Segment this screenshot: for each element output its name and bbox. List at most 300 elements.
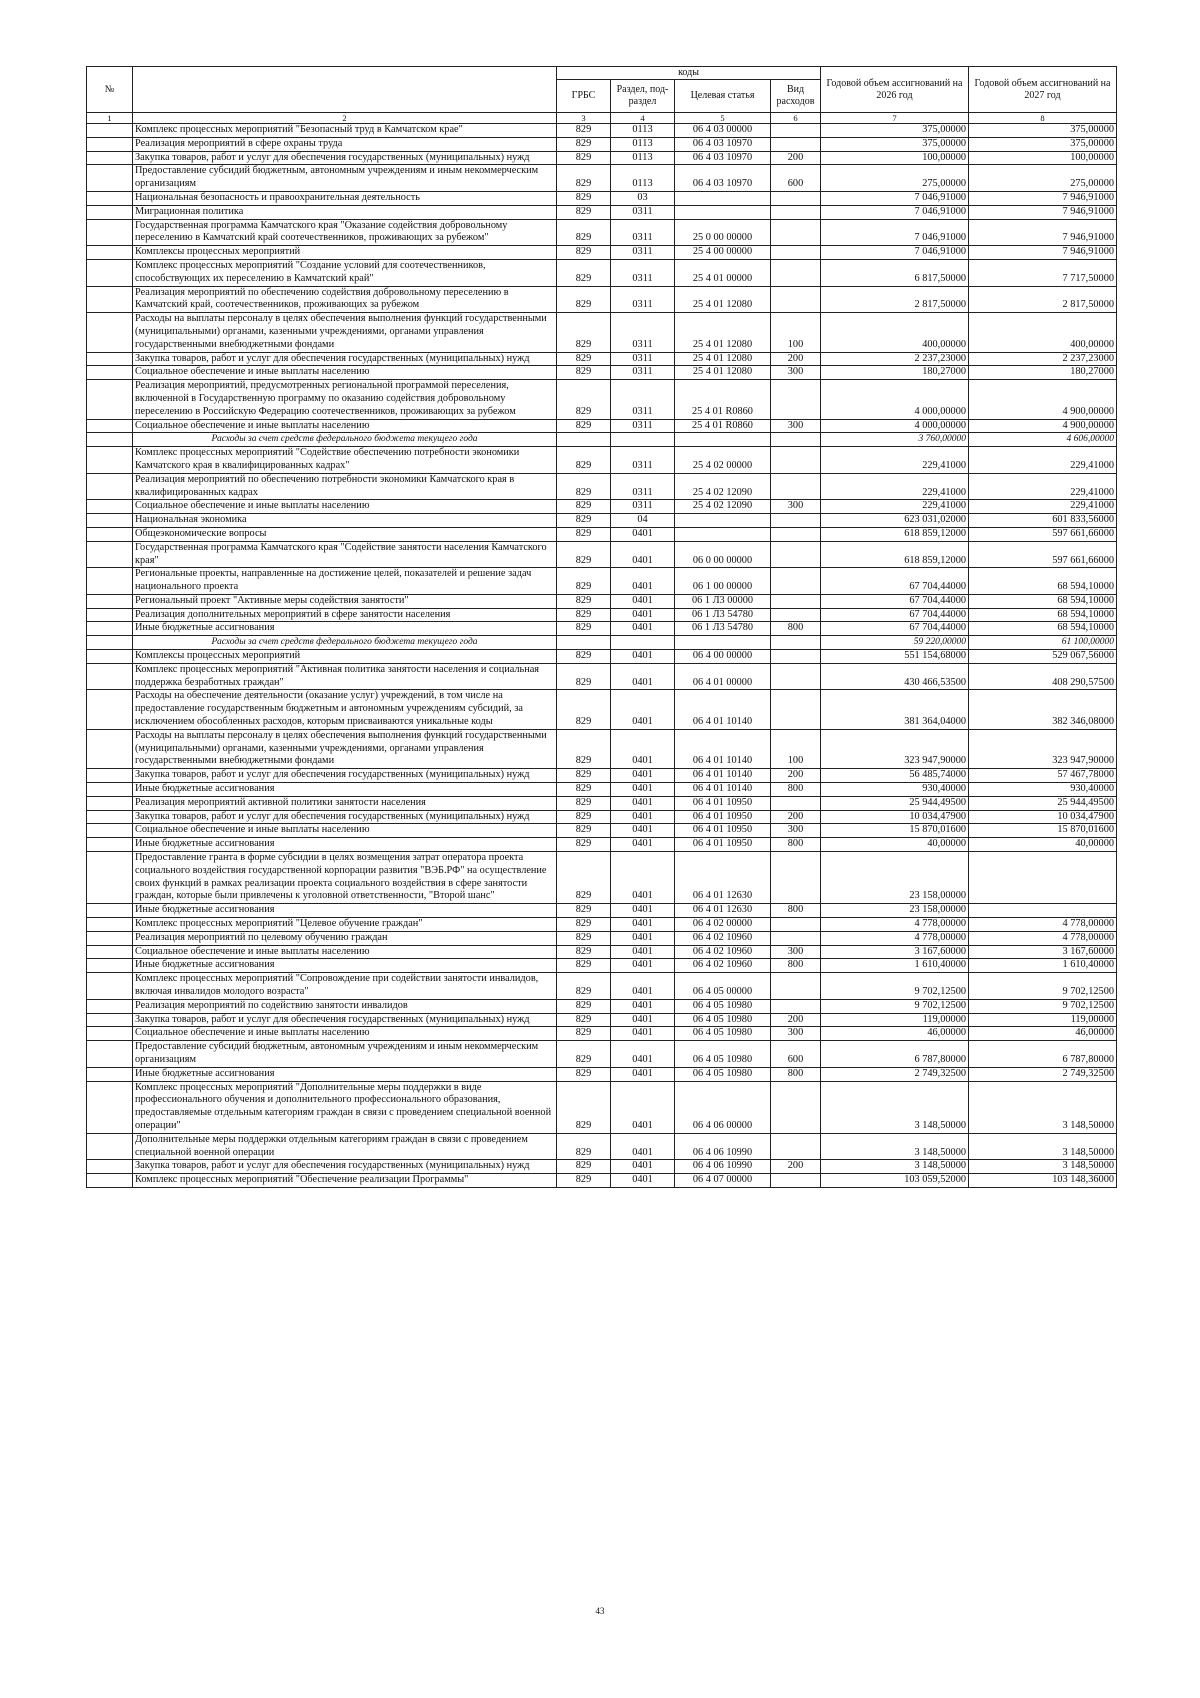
row-name: Региональный проект "Активные меры содействия занятости"	[133, 594, 557, 608]
amount-2026: 400,00000	[821, 313, 969, 352]
target-article-code: 25 4 02 12090	[675, 473, 771, 500]
header-grbs: ГРБС	[557, 80, 611, 113]
no-cell	[87, 783, 133, 797]
grbs-code: 829	[557, 852, 611, 904]
row-name: Закупка товаров, работ и услуг для обеспечения государственных (муниципальных) нужд	[133, 1013, 557, 1027]
colnum-8: 8	[969, 113, 1117, 124]
expense-type-code	[771, 527, 821, 541]
no-cell	[87, 663, 133, 690]
target-article-code: 06 4 05 10980	[675, 1067, 771, 1081]
expense-type-code: 300	[771, 419, 821, 433]
section-code: 0401	[611, 1067, 675, 1081]
table-row	[87, 1174, 1117, 1188]
table-row	[87, 165, 1117, 192]
section-code: 0113	[611, 124, 675, 138]
target-article-code: 06 4 01 10140	[675, 729, 771, 768]
expense-type-code	[771, 690, 821, 729]
section-code: 0401	[611, 1133, 675, 1160]
target-article-code: 06 4 05 10980	[675, 1013, 771, 1027]
amount-2027: 40,00000	[969, 838, 1117, 852]
table-row	[87, 352, 1117, 366]
section-code: 0311	[611, 447, 675, 474]
table-row	[87, 663, 1117, 690]
amount-2026: 4 000,00000	[821, 419, 969, 433]
row-name: Государственная программа Камчатского края "Оказание содействия добровольному переселению в Камчатский край соотечественников, проживающих за рубежом"	[133, 219, 557, 246]
amount-2027: 529 067,56000	[969, 650, 1117, 664]
no-cell	[87, 999, 133, 1013]
section-code: 0401	[611, 663, 675, 690]
grbs-code: 829	[557, 259, 611, 286]
table-row	[87, 931, 1117, 945]
grbs-code: 829	[557, 527, 611, 541]
row-name: Социальное обеспечение и иные выплаты населению	[133, 1027, 557, 1041]
amount-2026: 7 046,91000	[821, 191, 969, 205]
grbs-code: 829	[557, 973, 611, 1000]
amount-2026: 9 702,12500	[821, 999, 969, 1013]
target-article-code	[675, 636, 771, 650]
target-article-code: 06 1 00 00000	[675, 568, 771, 595]
amount-2026: 3 148,50000	[821, 1133, 969, 1160]
no-cell	[87, 838, 133, 852]
table-row	[87, 473, 1117, 500]
table-row	[87, 313, 1117, 352]
expense-type-code: 800	[771, 959, 821, 973]
table-row	[87, 999, 1117, 1013]
header-volume-2026: Годовой объем ассигнований на 2026 год	[821, 67, 969, 113]
no-cell	[87, 191, 133, 205]
amount-2026: 323 947,90000	[821, 729, 969, 768]
table-row	[87, 852, 1117, 904]
table-row	[87, 945, 1117, 959]
expense-type-code: 300	[771, 945, 821, 959]
amount-2027: 408 290,57500	[969, 663, 1117, 690]
amount-2027: 229,41000	[969, 447, 1117, 474]
amount-2027: 4 606,00000	[969, 433, 1117, 447]
amount-2027: 9 702,12500	[969, 999, 1117, 1013]
amount-2027: 68 594,10000	[969, 622, 1117, 636]
expense-type-code: 300	[771, 824, 821, 838]
row-name: Комплексы процессных мероприятий	[133, 246, 557, 260]
row-name: Социальное обеспечение и иные выплаты населению	[133, 366, 557, 380]
section-code: 0311	[611, 500, 675, 514]
amount-2027: 323 947,90000	[969, 729, 1117, 768]
section-code: 0311	[611, 313, 675, 352]
no-cell	[87, 622, 133, 636]
target-article-code: 06 4 01 10950	[675, 824, 771, 838]
section-code: 0311	[611, 205, 675, 219]
amount-2027: 57 467,78000	[969, 769, 1117, 783]
amount-2026: 23 158,00000	[821, 904, 969, 918]
row-name: Закупка товаров, работ и услуг для обеспечения государственных (муниципальных) нужд	[133, 352, 557, 366]
no-cell	[87, 447, 133, 474]
no-cell	[87, 796, 133, 810]
section-code: 0311	[611, 246, 675, 260]
target-article-code: 06 4 06 00000	[675, 1081, 771, 1133]
colnum-1: 1	[87, 113, 133, 124]
target-article-code: 06 4 03 10970	[675, 137, 771, 151]
amount-2027: 119,00000	[969, 1013, 1117, 1027]
colnum-3: 3	[557, 113, 611, 124]
grbs-code: 829	[557, 219, 611, 246]
target-article-code: 06 4 01 10140	[675, 769, 771, 783]
table-row	[87, 650, 1117, 664]
section-code: 0401	[611, 1160, 675, 1174]
grbs-code: 829	[557, 124, 611, 138]
grbs-code: 829	[557, 663, 611, 690]
expense-type-code	[771, 796, 821, 810]
amount-2026: 40,00000	[821, 838, 969, 852]
amount-2026: 618 859,12000	[821, 527, 969, 541]
expense-type-code	[771, 246, 821, 260]
amount-2026: 46,00000	[821, 1027, 969, 1041]
grbs-code: 829	[557, 918, 611, 932]
expense-type-code	[771, 594, 821, 608]
section-code: 0401	[611, 852, 675, 904]
amount-2026: 23 158,00000	[821, 852, 969, 904]
target-article-code: 06 4 06 10990	[675, 1160, 771, 1174]
expense-type-code	[771, 608, 821, 622]
table-row	[87, 137, 1117, 151]
no-cell	[87, 205, 133, 219]
no-cell	[87, 608, 133, 622]
table-header	[87, 67, 1117, 124]
grbs-code: 829	[557, 810, 611, 824]
table-row	[87, 729, 1117, 768]
no-cell	[87, 690, 133, 729]
table-row	[87, 366, 1117, 380]
no-cell	[87, 1027, 133, 1041]
amount-2027	[969, 904, 1117, 918]
grbs-code: 829	[557, 246, 611, 260]
grbs-code: 829	[557, 959, 611, 973]
no-cell	[87, 151, 133, 165]
expense-type-code	[771, 999, 821, 1013]
no-cell	[87, 246, 133, 260]
amount-2026: 15 870,01600	[821, 824, 969, 838]
grbs-code: 829	[557, 447, 611, 474]
target-article-code: 06 4 01 12630	[675, 852, 771, 904]
target-article-code: 25 4 01 12080	[675, 313, 771, 352]
row-name: Комплекс процессных мероприятий "Содействие обеспечению потребности экономики Камчатского края в квалифицированных кадрах"	[133, 447, 557, 474]
expense-type-code: 300	[771, 500, 821, 514]
table-row	[87, 918, 1117, 932]
section-code: 04	[611, 514, 675, 528]
no-cell	[87, 1160, 133, 1174]
expense-type-code: 200	[771, 352, 821, 366]
target-article-code: 06 4 01 10950	[675, 796, 771, 810]
target-article-code	[675, 527, 771, 541]
no-cell	[87, 286, 133, 313]
amount-2026: 7 046,91000	[821, 246, 969, 260]
target-article-code: 06 4 03 10970	[675, 165, 771, 192]
target-article-code: 25 0 00 00000	[675, 219, 771, 246]
amount-2026: 9 702,12500	[821, 973, 969, 1000]
no-cell	[87, 1174, 133, 1188]
target-article-code	[675, 191, 771, 205]
expense-type-code	[771, 286, 821, 313]
section-code: 0401	[611, 1174, 675, 1188]
section-code: 0311	[611, 380, 675, 419]
amount-2026: 430 466,53500	[821, 663, 969, 690]
amount-2027: 4 778,00000	[969, 931, 1117, 945]
table-row	[87, 622, 1117, 636]
no-cell	[87, 852, 133, 904]
grbs-code: 829	[557, 1067, 611, 1081]
row-name: Социальное обеспечение и иные выплаты населению	[133, 500, 557, 514]
budget-table	[86, 66, 1117, 1188]
grbs-code	[557, 433, 611, 447]
target-article-code: 06 4 01 12630	[675, 904, 771, 918]
no-cell	[87, 568, 133, 595]
no-cell	[87, 380, 133, 419]
amount-2027: 1 610,40000	[969, 959, 1117, 973]
expense-type-code	[771, 191, 821, 205]
section-code: 0113	[611, 165, 675, 192]
grbs-code: 829	[557, 824, 611, 838]
grbs-code: 829	[557, 137, 611, 151]
table-row	[87, 1041, 1117, 1068]
row-name: Социальное обеспечение и иные выплаты населению	[133, 419, 557, 433]
table-row	[87, 838, 1117, 852]
target-article-code: 06 1 Л3 54780	[675, 622, 771, 636]
no-cell	[87, 352, 133, 366]
table-row	[87, 904, 1117, 918]
header-section: Раздел, под-раздел	[611, 80, 675, 113]
table-row	[87, 541, 1117, 568]
no-cell	[87, 541, 133, 568]
amount-2026: 119,00000	[821, 1013, 969, 1027]
table-row	[87, 1067, 1117, 1081]
section-code: 0401	[611, 918, 675, 932]
row-name: Реализация мероприятий по обеспечению потребности экономики Камчатского края в квалифицированных кадрах	[133, 473, 557, 500]
target-article-code: 06 4 00 00000	[675, 650, 771, 664]
target-article-code: 06 4 01 10950	[675, 838, 771, 852]
grbs-code: 829	[557, 313, 611, 352]
target-article-code: 06 4 02 00000	[675, 918, 771, 932]
amount-2027: 3 148,50000	[969, 1160, 1117, 1174]
no-cell	[87, 636, 133, 650]
section-code: 0401	[611, 973, 675, 1000]
grbs-code: 829	[557, 622, 611, 636]
table-row	[87, 796, 1117, 810]
table-row	[87, 191, 1117, 205]
row-name: Иные бюджетные ассигнования	[133, 1067, 557, 1081]
amount-2026: 551 154,68000	[821, 650, 969, 664]
section-code: 0401	[611, 838, 675, 852]
target-article-code: 06 4 01 10140	[675, 690, 771, 729]
row-name: Общеэкономические вопросы	[133, 527, 557, 541]
grbs-code: 829	[557, 1013, 611, 1027]
amount-2027: 4 900,00000	[969, 380, 1117, 419]
amount-2026: 2 237,23000	[821, 352, 969, 366]
section-code: 0401	[611, 810, 675, 824]
row-name: Иные бюджетные ассигнования	[133, 959, 557, 973]
amount-2027: 103 148,36000	[969, 1174, 1117, 1188]
amount-2026: 3 148,50000	[821, 1081, 969, 1133]
grbs-code: 829	[557, 608, 611, 622]
section-code: 0401	[611, 622, 675, 636]
table-row	[87, 810, 1117, 824]
table-row	[87, 1013, 1117, 1027]
grbs-code: 829	[557, 769, 611, 783]
grbs-code: 829	[557, 1027, 611, 1041]
expense-type-code	[771, 124, 821, 138]
table-row	[87, 959, 1117, 973]
table-row	[87, 259, 1117, 286]
table-row	[87, 286, 1117, 313]
amount-2026: 4 778,00000	[821, 918, 969, 932]
expense-type-code	[771, 663, 821, 690]
target-article-code: 06 4 05 10980	[675, 1027, 771, 1041]
grbs-code: 829	[557, 286, 611, 313]
section-code: 0401	[611, 1027, 675, 1041]
amount-2027: 46,00000	[969, 1027, 1117, 1041]
expense-type-code	[771, 259, 821, 286]
no-cell	[87, 419, 133, 433]
no-cell	[87, 219, 133, 246]
grbs-code: 829	[557, 999, 611, 1013]
expense-type-code: 300	[771, 366, 821, 380]
target-article-code: 06 4 02 10960	[675, 945, 771, 959]
table-row	[87, 514, 1117, 528]
amount-2026: 3 167,60000	[821, 945, 969, 959]
amount-2027: 3 148,50000	[969, 1133, 1117, 1160]
section-code: 0311	[611, 286, 675, 313]
amount-2027: 7 946,91000	[969, 246, 1117, 260]
grbs-code: 829	[557, 366, 611, 380]
amount-2026: 67 704,44000	[821, 594, 969, 608]
target-article-code: 25 4 01 00000	[675, 259, 771, 286]
colnum-7: 7	[821, 113, 969, 124]
no-cell	[87, 959, 133, 973]
expense-type-code	[771, 433, 821, 447]
amount-2027: 3 167,60000	[969, 945, 1117, 959]
amount-2027: 68 594,10000	[969, 608, 1117, 622]
table-row	[87, 219, 1117, 246]
expense-type-code	[771, 852, 821, 904]
no-cell	[87, 594, 133, 608]
row-name: Реализация мероприятий по целевому обучению граждан	[133, 931, 557, 945]
target-article-code: 06 4 01 10950	[675, 810, 771, 824]
no-cell	[87, 473, 133, 500]
amount-2026: 4 000,00000	[821, 380, 969, 419]
target-article-code: 25 4 01 12080	[675, 366, 771, 380]
section-code: 0113	[611, 151, 675, 165]
row-name: Закупка товаров, работ и услуг для обеспечения государственных (муниципальных) нужд	[133, 151, 557, 165]
section-code	[611, 636, 675, 650]
amount-2026: 381 364,04000	[821, 690, 969, 729]
amount-2026: 7 046,91000	[821, 205, 969, 219]
amount-2027: 2 817,50000	[969, 286, 1117, 313]
section-code: 0113	[611, 137, 675, 151]
target-article-code: 25 4 00 00000	[675, 246, 771, 260]
expense-type-code	[771, 636, 821, 650]
amount-2027: 68 594,10000	[969, 594, 1117, 608]
section-code: 0401	[611, 769, 675, 783]
amount-2027: 2 749,32500	[969, 1067, 1117, 1081]
target-article-code: 06 1 Л3 00000	[675, 594, 771, 608]
grbs-code: 829	[557, 783, 611, 797]
row-name: Закупка товаров, работ и услуг для обеспечения государственных (муниципальных) нужд	[133, 810, 557, 824]
no-cell	[87, 973, 133, 1000]
section-code: 0401	[611, 594, 675, 608]
table-row	[87, 151, 1117, 165]
target-article-code: 25 4 02 00000	[675, 447, 771, 474]
table-row	[87, 690, 1117, 729]
expense-type-code: 100	[771, 313, 821, 352]
expense-type-code	[771, 973, 821, 1000]
grbs-code	[557, 636, 611, 650]
expense-type-code	[771, 137, 821, 151]
expense-type-code: 600	[771, 165, 821, 192]
no-cell	[87, 366, 133, 380]
no-cell	[87, 824, 133, 838]
amount-2026: 3 760,00000	[821, 433, 969, 447]
target-article-code: 06 4 01 10140	[675, 783, 771, 797]
grbs-code: 829	[557, 191, 611, 205]
expense-type-code	[771, 514, 821, 528]
row-name: Предоставление гранта в форме субсидии в целях возмещения затрат оператора проекта социального воздействия государственной корпорации развития "ВЭБ.РФ" на осуществление своих функций в рамках реализации проекта социального воздействия в сфере занятости граждан, которые были привлечены к уголовной ответственности, "Второй шанс"	[133, 852, 557, 904]
row-name: Государственная программа Камчатского края "Содействие занятости населения Камчатского края"	[133, 541, 557, 568]
no-cell	[87, 650, 133, 664]
amount-2027: 7 946,91000	[969, 219, 1117, 246]
amount-2027: 10 034,47900	[969, 810, 1117, 824]
amount-2026: 229,41000	[821, 473, 969, 500]
amount-2027: 7 946,91000	[969, 205, 1117, 219]
grbs-code: 829	[557, 931, 611, 945]
section-code: 0401	[611, 541, 675, 568]
grbs-code: 829	[557, 1133, 611, 1160]
expense-type-code: 200	[771, 769, 821, 783]
amount-2026: 2 749,32500	[821, 1067, 969, 1081]
amount-2027: 15 870,01600	[969, 824, 1117, 838]
row-name: Региональные проекты, направленные на достижение целей, показателей и решение задач национального проекта	[133, 568, 557, 595]
table-row	[87, 1027, 1117, 1041]
amount-2027: 601 833,56000	[969, 514, 1117, 528]
amount-2027: 597 661,66000	[969, 527, 1117, 541]
grbs-code: 829	[557, 473, 611, 500]
table-row	[87, 205, 1117, 219]
expense-type-code: 800	[771, 783, 821, 797]
amount-2027: 597 661,66000	[969, 541, 1117, 568]
table-row	[87, 568, 1117, 595]
no-cell	[87, 1041, 133, 1068]
amount-2027: 25 944,49500	[969, 796, 1117, 810]
target-article-code	[675, 514, 771, 528]
amount-2027: 3 148,50000	[969, 1081, 1117, 1133]
header-no: №	[87, 67, 133, 113]
amount-2026: 25 944,49500	[821, 796, 969, 810]
row-name: Реализация мероприятий в сфере охраны труда	[133, 137, 557, 151]
expense-type-code	[771, 1081, 821, 1133]
header-name	[133, 67, 557, 113]
row-name: Расходы на выплаты персоналу в целях обеспечения выполнения функций государственными (муниципальными) органами, казенными учреждениями, органами управления государственными внебюджетными фондами	[133, 313, 557, 352]
row-name: Расходы на выплаты персоналу в целях обеспечения выполнения функций государственными (муниципальными) органами, казенными учреждениями, органами управления государственными внебюджетными фондами	[133, 729, 557, 768]
amount-2026: 67 704,44000	[821, 568, 969, 595]
section-code: 0311	[611, 366, 675, 380]
target-article-code: 06 4 03 00000	[675, 124, 771, 138]
amount-2027: 6 787,80000	[969, 1041, 1117, 1068]
page-number: 43	[595, 1606, 605, 1616]
target-article-code: 06 1 Л3 54780	[675, 608, 771, 622]
no-cell	[87, 1081, 133, 1133]
grbs-code: 829	[557, 352, 611, 366]
amount-2026: 618 859,12000	[821, 541, 969, 568]
grbs-code: 829	[557, 796, 611, 810]
target-article-code: 25 4 02 12090	[675, 500, 771, 514]
grbs-code: 829	[557, 729, 611, 768]
target-article-code: 06 4 07 00000	[675, 1174, 771, 1188]
